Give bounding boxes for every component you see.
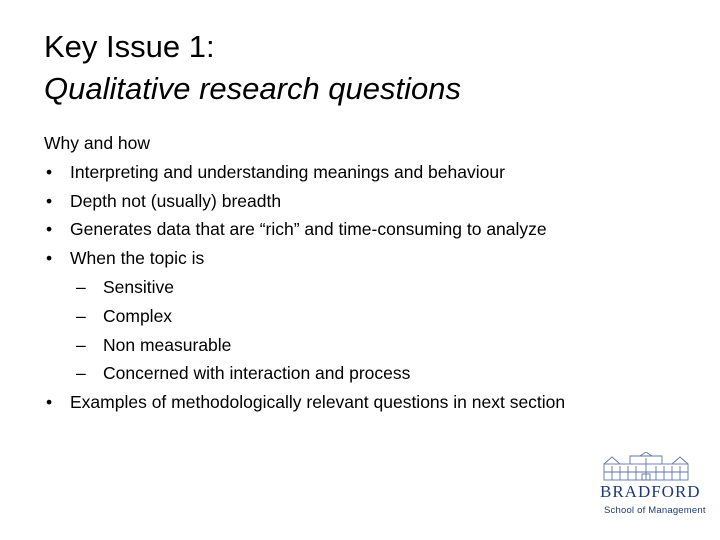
bradford-logo	[600, 452, 706, 522]
bullet-text: Examples of methodologically relevant questions in next section	[70, 392, 566, 413]
bullet-text: When the topic is	[70, 248, 205, 269]
intro-line	[44, 129, 150, 158]
bullet-text: Generates data that are “rich” and time-consuming to analyze	[70, 219, 547, 240]
bullet-item	[44, 388, 566, 417]
dash-icon: –	[76, 276, 86, 297]
logo-wordmark: BRADFORD	[600, 482, 701, 501]
bullet-item	[44, 244, 205, 273]
slide-title	[44, 26, 461, 110]
title-line-2: Qualitative research questions	[44, 71, 462, 106]
sub-item-text: Sensitive	[103, 276, 175, 297]
bullet-item	[44, 215, 547, 244]
sub-item-text: Non measurable	[103, 334, 232, 355]
bullet-icon: •	[46, 219, 53, 240]
sub-item-text: Concerned with interaction and process	[103, 363, 411, 384]
dash-icon: –	[76, 305, 86, 326]
bullet-text: Depth not (usually) breadth	[70, 190, 282, 211]
sub-item	[44, 302, 173, 331]
intro-text: Why and how	[44, 133, 151, 153]
bullet-icon: •	[46, 392, 53, 413]
logo-subtitle: School of Management	[604, 505, 706, 516]
bullet-icon: •	[46, 190, 53, 211]
dash-icon: –	[76, 334, 86, 355]
bullet-text: Interpreting and understanding meanings and behaviour	[70, 161, 505, 182]
building-icon	[600, 452, 692, 482]
bullet-item	[44, 158, 505, 187]
bullet-icon: •	[46, 161, 53, 182]
dash-icon: –	[76, 363, 86, 384]
bullet-icon: •	[46, 248, 53, 269]
bullet-item	[44, 187, 282, 216]
sub-item	[44, 359, 411, 388]
sub-item	[44, 331, 232, 360]
title-line-1: Key Issue 1:	[44, 29, 215, 64]
slide-body	[44, 129, 566, 417]
sub-item-text: Complex	[103, 305, 173, 326]
sub-item	[44, 273, 175, 302]
